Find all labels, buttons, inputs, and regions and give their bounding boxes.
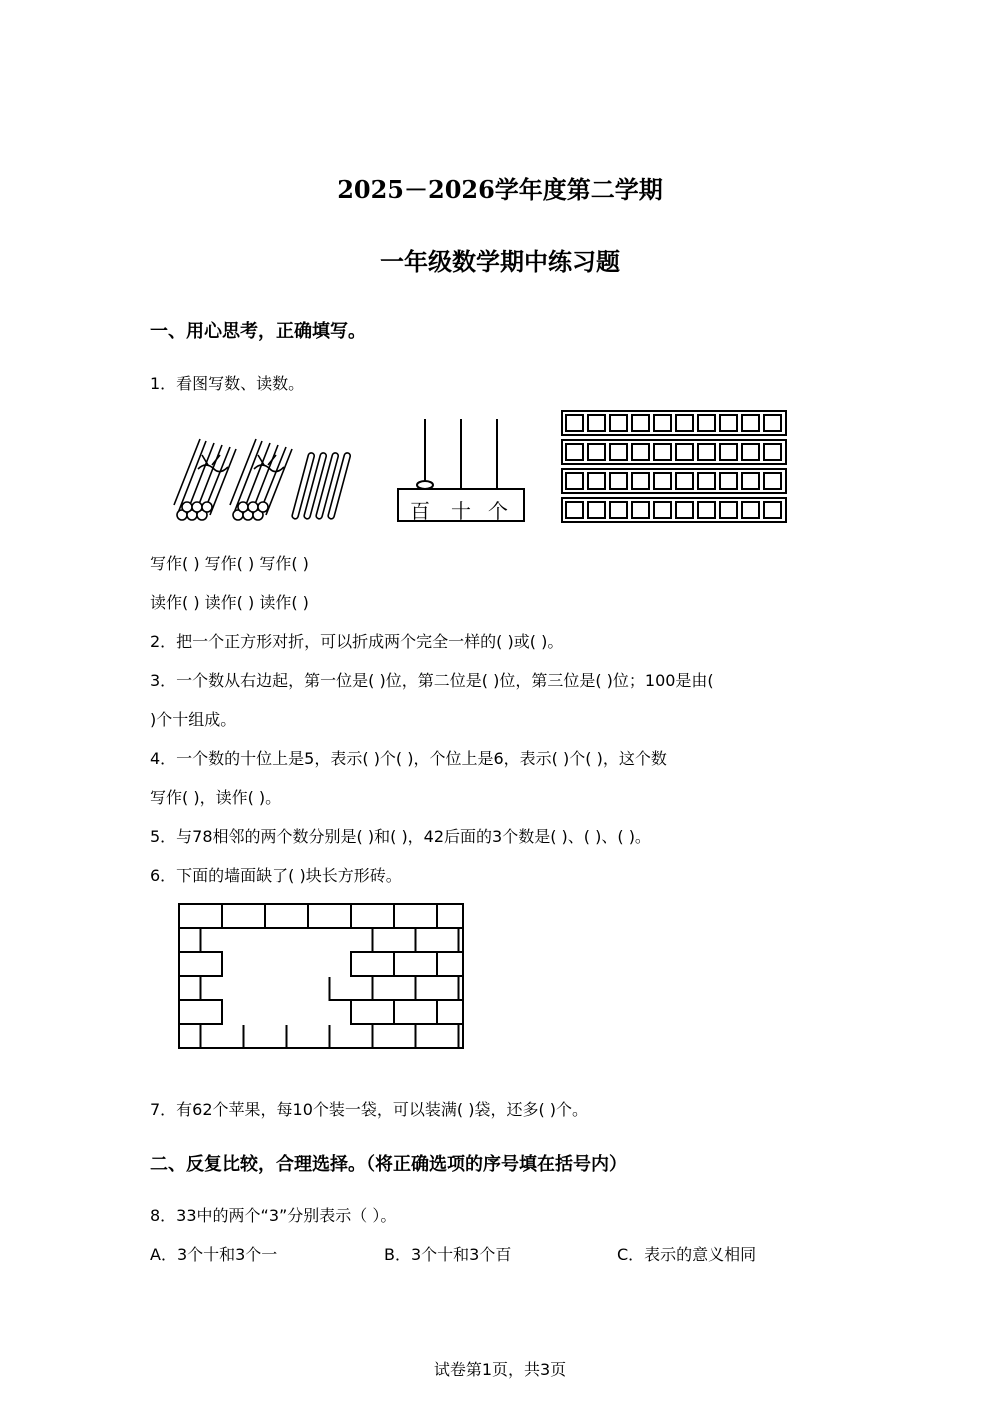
grid-figure <box>560 408 792 530</box>
section1-heading: 一、用心思考，正确填写。 <box>150 321 366 342</box>
question-2: 2．把一个正方形对折，可以折成两个完全一样的( )或( )。 <box>150 632 564 651</box>
abacus-label-ones: 个 <box>488 499 508 523</box>
brick-wall-figure <box>175 900 467 1056</box>
sticks-figure <box>168 435 368 530</box>
option-b: B．3个十和3个百 <box>384 1245 512 1264</box>
title-line2: 一年级数学期中练习题 <box>380 247 620 276</box>
question-3-line2: )个十组成。 <box>150 710 237 729</box>
abacus-label-hundreds: 百 <box>410 499 430 523</box>
abacus-label-tens: 十 <box>451 499 471 523</box>
question-1: 1．看图写数、读数。 <box>150 374 305 393</box>
question-7: 7．有62个苹果，每10个装一袋，可以装满( )袋，还多( )个。 <box>150 1100 589 1119</box>
question-8: 8．33中的两个“3”分别表示（ ）。 <box>150 1206 397 1225</box>
page-footer: 试卷第1页，共3页 <box>433 1360 567 1379</box>
read-row: 读作( ) 读作( ) 读作( ) <box>150 593 309 612</box>
question-4-line2: 写作( )，读作( )。 <box>150 788 282 807</box>
option-a: A．3个十和3个一 <box>150 1245 278 1264</box>
question-3-line1: 3．一个数从右边起，第一位是( )位，第二位是( )位，第三位是( )位；100是由( <box>150 671 714 690</box>
option-c: C．表示的意义相同 <box>617 1245 757 1264</box>
title-line1: 2025－2026学年度第二学期 <box>337 175 663 204</box>
section2-heading: 二、反复比较，合理选择。（将正确选项的序号填在括号内） <box>150 1154 627 1175</box>
question-5: 5．与78相邻的两个数分别是( )和( )，42后面的3个数是( )、( )、( )。 <box>150 827 651 846</box>
question-6: 6．下面的墙面缺了( )块长方形砖。 <box>150 866 402 885</box>
question-4-line1: 4．一个数的十位上是5，表示( )个( )，个位上是6，表示( )个( )，这个数 <box>150 749 667 768</box>
write-row: 写作( ) 写作( ) 写作( ) <box>150 554 309 573</box>
